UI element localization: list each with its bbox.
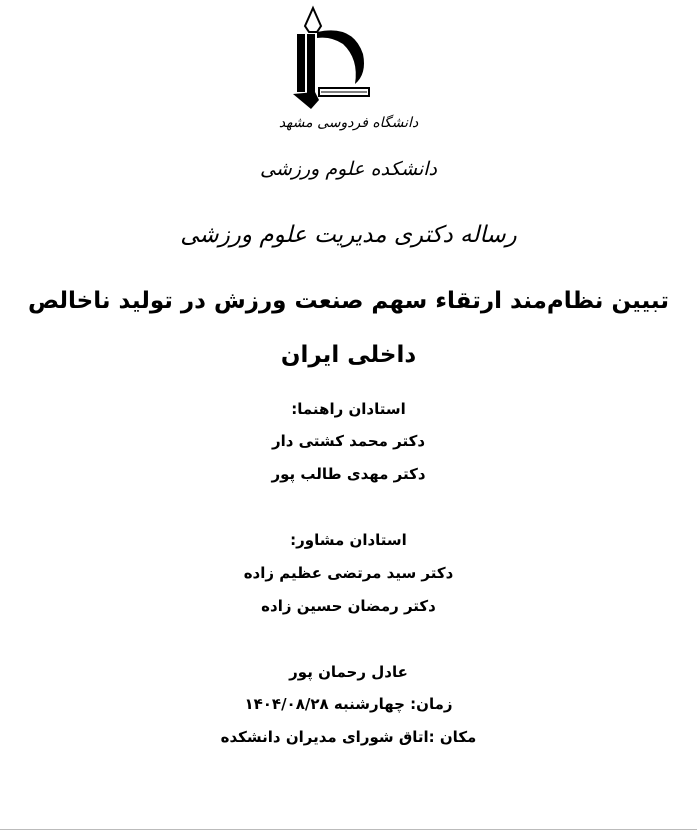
supervisor-name: دکتر محمد کشتی دار [271, 432, 426, 450]
page-bottom-divider [0, 829, 697, 830]
advisors-label: استادان مشاور: [290, 531, 407, 549]
university-name: دانشگاه فردوسی مشهد [278, 115, 419, 131]
faculty-name: دانشکده علوم ورزشی [260, 158, 437, 180]
supervisors-label: استادان راهنما: [291, 400, 406, 418]
university-logo [283, 4, 403, 112]
thesis-title-line2: داخلی ایران [280, 342, 417, 368]
defense-time: زمان: چهارشنبه ۱۴۰۴/۰۸/۲۸ [244, 695, 453, 713]
supervisor-name: دکتر مهدی طالب پور [271, 465, 426, 483]
degree-title: رساله دکتری مدیریت علوم ورزشی [180, 222, 517, 248]
advisor-name: دکتر سید مرتضی عظیم زاده [243, 564, 454, 582]
thesis-title-line1: تبیین نظام‌مند ارتقاء سهم صنعت ورزش در تولید ناخالص [28, 288, 669, 314]
defense-place: مکان :اتاق شورای مدیران دانشکده [220, 728, 477, 746]
advisor-name: دکتر رمضان حسین زاده [261, 597, 436, 615]
author-name: عادل رحمان پور [289, 663, 408, 681]
